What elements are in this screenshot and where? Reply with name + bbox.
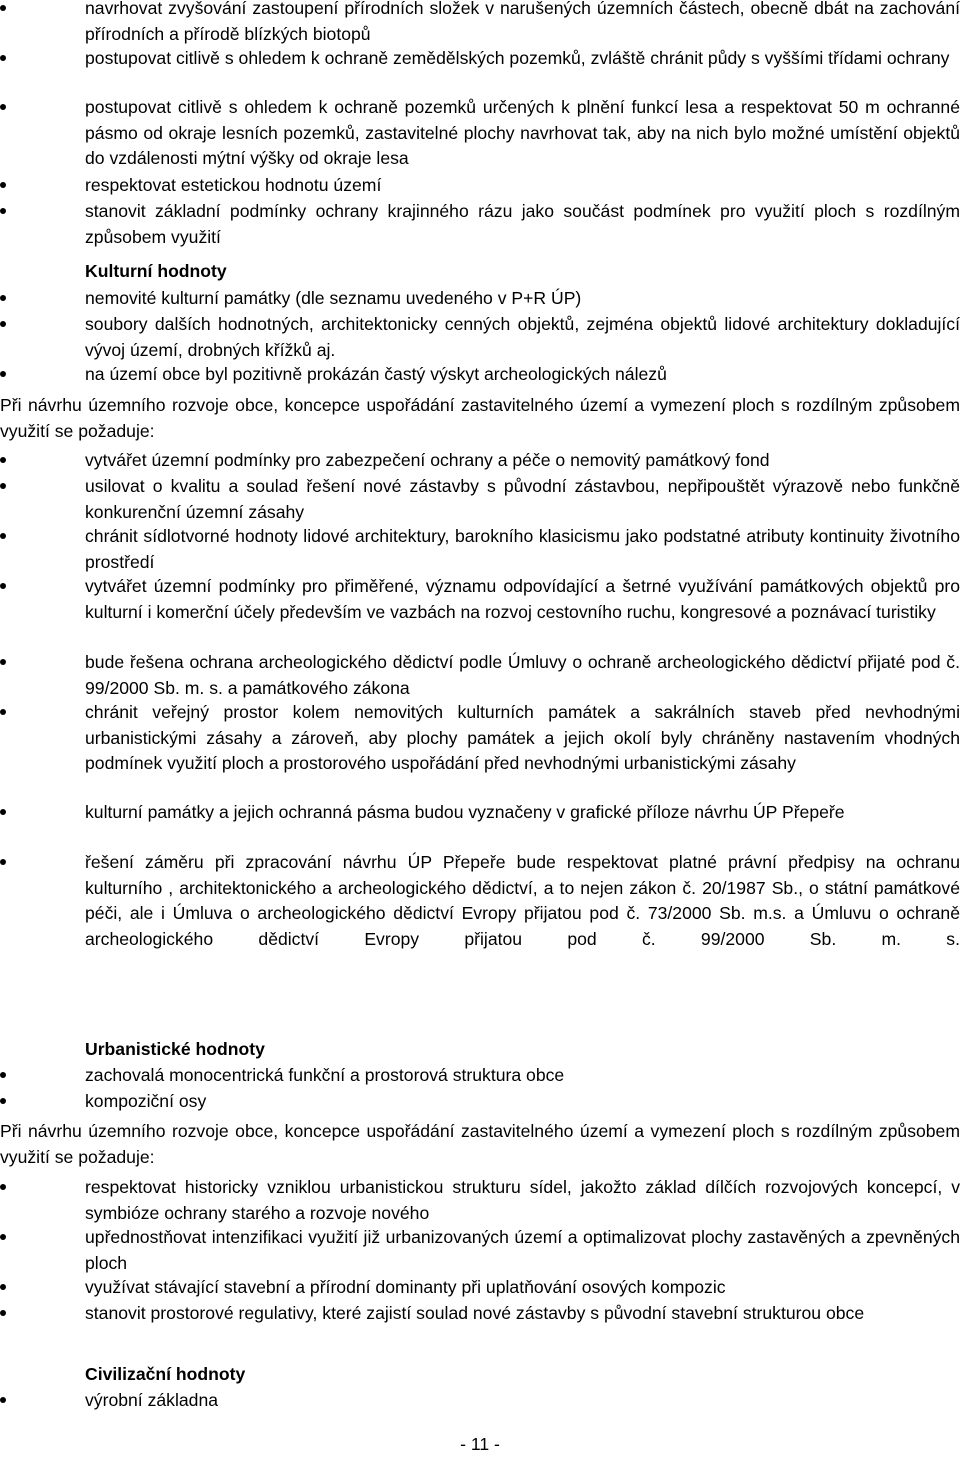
list-item: kompoziční osy xyxy=(85,1089,960,1115)
list-item: upřednostňovat intenzifikaci využití již urbanizovaných území a optimalizovat plochy zastavěných a zpevněných ploch xyxy=(85,1225,960,1276)
intro-paragraph: Při návrhu územního rozvoje obce, koncepce uspořádání zastavitelného území a vymezení ploch s rozdílným způsobem využití se požaduje: xyxy=(0,1121,960,1167)
bullet-icon xyxy=(0,1072,6,1078)
list-item: respektovat estetickou hodnotu území xyxy=(85,173,960,199)
bullet-icon xyxy=(0,859,6,865)
bullet-icon xyxy=(0,5,6,11)
bullet-icon xyxy=(0,1234,6,1240)
list-item: bude řešena ochrana archeologického dědictví podle Úmluvy o ochraně archeologického dědictví přijaté pod č. 99/2000 Sb. m. s. a památkového zákona xyxy=(85,650,960,701)
bullet-icon xyxy=(0,809,6,815)
list-item: postupovat citlivě s ohledem k ochraně zemědělských pozemků, zvláště chránit půdy s vyššími třídami ochrany xyxy=(85,46,960,72)
bullet-icon xyxy=(0,371,6,377)
page-number: - 11 - xyxy=(460,1434,500,1454)
bullet-icon xyxy=(0,321,6,327)
list-item: navrhovat zvyšování zastoupení přírodních složek v narušených územních částech, obecně dbát na zachování přírodních a přírodě blízkých biotopů xyxy=(85,0,960,47)
list-item: nemovité kulturní památky (dle seznamu uvedeného v P+R ÚP) xyxy=(85,286,960,312)
bullet-icon xyxy=(0,1184,6,1190)
intro-paragraph: Při návrhu územního rozvoje obce, koncepce uspořádání zastavitelného území a vymezení ploch s rozdílným způsobem využití se požaduje: xyxy=(0,395,960,441)
bullet-icon xyxy=(0,709,6,715)
section-heading-urbanisticke: Urbanistické hodnoty xyxy=(85,1039,265,1059)
bullet-icon xyxy=(0,208,6,214)
bullet-icon xyxy=(0,182,6,188)
list-item: na území obce byl pozitivně prokázán častý výskyt archeologických nálezů xyxy=(85,362,960,388)
bullet-icon xyxy=(0,1098,6,1104)
list-item: stanovit základní podmínky ochrany krajinného rázu jako součást podmínek pro využití ploch s rozdílným způsobem využití xyxy=(85,199,960,250)
list-item: vytvářet územní podmínky pro přiměřené, významu odpovídající a šetrné využívání památkových objektů pro kulturní i komerční účely především ve vazbách na rozvoj cestovního ruchu, kongresové a poznávací turistiky xyxy=(85,574,960,625)
list-item: kulturní památky a jejich ochranná pásma budou vyznačeny v grafické příloze návrhu ÚP Přepeře xyxy=(85,800,960,826)
bullet-icon xyxy=(0,583,6,589)
section-heading-civilizacni: Civilizační hodnoty xyxy=(85,1364,246,1384)
bullet-icon xyxy=(0,457,6,463)
list-item: chránit veřejný prostor kolem nemovitých kulturních památek a sakrálních staveb před nevhodnými urbanistickými zásahy a zároveň, aby plochy památek a jejich okolí byly chráněny nastavením vhodných podmínek využití ploch a prostorového uspořádání před nevhodnými urbanistickými zásahy xyxy=(85,700,960,777)
list-item: výrobní základna xyxy=(85,1388,960,1414)
list-item: stanovit prostorové regulativy, které zajistí soulad nové zástavby s původní stavební strukturou obce xyxy=(85,1301,960,1327)
list-item: usilovat o kvalitu a soulad řešení nové zástavby s původní zástavbou, nepřipouštět výrazově nebo funkčně konkurenční územní zásahy xyxy=(85,474,960,525)
section-heading-kulturni: Kulturní hodnoty xyxy=(85,261,227,281)
bullet-icon xyxy=(0,659,6,665)
list-item: řešení záměru při zpracování návrhu ÚP Přepeře bude respektovat platné právní předpisy na ochranu kulturního , architektonického a archeologického dědictví, a to nejen zákon č. 20/1987 Sb., o státní památkové péči, ale i Úmluva o archeologického dědictví Evropy přijatou pod č. 73/2000 Sb. m.s. a Úmluvu o ochraně archeologického dědictví Evropy přijatou pod č. 99/2000 Sb. m. s. xyxy=(85,850,960,952)
list-item: využívat stávající stavební a přírodní dominanty při uplatňování osových kompozic xyxy=(85,1275,960,1301)
list-item: respektovat historicky vzniklou urbanistickou strukturu sídel, jakožto základ dílčích rozvojových koncepcí, v symbióze ochrany starého a rozvoje nového xyxy=(85,1175,960,1226)
list-item: vytvářet územní podmínky pro zabezpečení ochrany a péče o nemovitý památkový fond xyxy=(85,448,960,474)
bullet-icon xyxy=(0,1284,6,1290)
list-item: soubory dalších hodnotných, architektonicky cenných objektů, zejména objektů lidové architektury dokladující vývoj území, drobných křížků aj. xyxy=(85,312,960,363)
bullet-icon xyxy=(0,1310,6,1316)
bullet-icon xyxy=(0,1397,6,1403)
bullet-icon xyxy=(0,295,6,301)
bullet-icon xyxy=(0,533,6,539)
list-item: postupovat citlivě s ohledem k ochraně pozemků určených k plnění funkcí lesa a respektovat 50 m ochranné pásmo od okraje lesních pozemků, zastavitelné plochy navrhovat tak, aby na nich bylo možné umístění objektů do vzdálenosti mýtní výšky od okraje lesa xyxy=(85,95,960,172)
list-item: zachovalá monocentrická funkční a prostorová struktura obce xyxy=(85,1063,960,1089)
bullet-icon xyxy=(0,104,6,110)
list-item: chránit sídlotvorné hodnoty lidové architektury, barokního klasicismu jako podstatné atributy kontinuity životního prostředí xyxy=(85,524,960,575)
bullet-icon xyxy=(0,483,6,489)
bullet-icon xyxy=(0,55,6,61)
